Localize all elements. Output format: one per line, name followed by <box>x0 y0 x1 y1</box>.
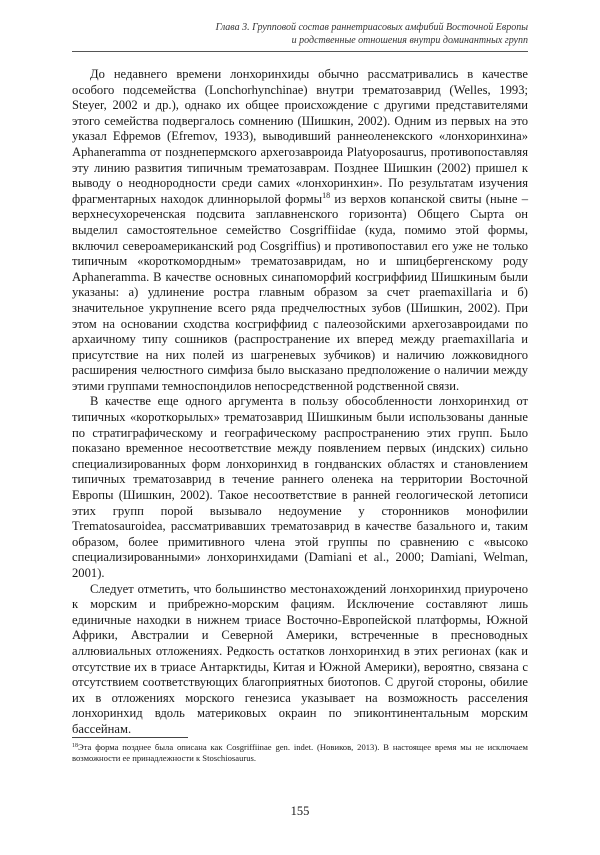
footnote-rule <box>72 737 188 738</box>
paragraph-2: В качестве еще одного аргумента в пользу обособленности лонхоринхид от типичных «короткорылых» трематозаврид Шишкиным были использованы данные по стратиграфическому и географическому распространению этих групп. Было показано временное несоответствие между появлением первых (индских) сильно специализированных форм лонхоринхид в гондванских областях и становлением типичных трематозаврид в течение раннего оленека на территории Восточной Европы (Шишкин, 2002). Такое несоответствие в ранней геологической летописи этих групп порой вызывало недоумение у сторонников монофилии Trematosauroidea, рассматривавших трематозаврид в качестве базального и, таким образом, более примитивного члена этой группы по сравнению с «высоко специализированными» лонхоринхидами (Damiani et al., 2000; Damiani, Welman, 2001). <box>72 394 528 580</box>
page-number: 155 <box>290 804 310 818</box>
running-header-line-2: и родственные отношения внутри доминантных групп <box>291 35 528 46</box>
paragraph-1-text-before-footnote: До недавнего времени лонхоринхиды обычно рассматривались в качестве особого подсемейства (Lonchorhynchinae) внутри трематозаврид (Welles, 1993; Steyer, 2002 и др.), однако их общее происхождение с другими представителями этого семейства подвергалось сомнению (Шишкин, 2002). Одним из первых на это указал Ефремов (Efremov, 1933), выводивший раннеоленекского «лонхоринхина» Aphaneramma от позднепермского архегозавроида Platyoposaurus, противопоставляя эту линию развития типичным трематозаврам. Позднее Шишкин (2002) пришел к выводу о неоднородности среди самих «лонхоринхин». По результатам изучения фрагментарных находок длиннорылой формы <box>72 67 528 206</box>
footnote <box>72 742 528 764</box>
body-text <box>72 67 528 738</box>
paragraph-3: Следует отметить, что большинство местонахождений лонхоринхид приурочено к морским и прибрежно-морским фациям. Исключение составляют лишь единичные находки в нижнем триасе Восточно-Европейской платформы, Южной Африки, Австралии и Северной Америки, встреченные в пресноводных аллювиальных отложениях. Редкость остатков лонхоринхид в этих регионах (как и отсутствие их в триасе Антарктиды, Китая и Южной Америки), вероятно, связана с отсутствием соответствующих благоприятных биотопов. С другой стороны, обилие их в отложениях морского генезиса указывает на возможность расселения лонхоринхид вдоль материковых окраин по эпиконтинентальным морским бассейнам. <box>72 581 528 736</box>
paragraph-1 <box>72 67 528 394</box>
header-rule <box>72 51 528 52</box>
running-header-line-1: Глава 3. Групповой состав раннетриасовых амфибий Восточной Европы <box>215 22 528 33</box>
footnote-marker: 18 <box>72 743 78 749</box>
footnote-text: Эта форма позднее была описана как Cosgriffiinae gen. indet. (Новиков, 2013). В настоящее время мы не исключаем возможности ее принадлежности к Stoschiosaurus. <box>72 742 528 763</box>
footnote-reference: 18 <box>322 190 331 200</box>
paragraph-1-text-after-footnote: из верхов копанской свиты (ныне – верхнесухореченская подсвита заплавненского горизонта) Общего Сырта он выделил самостоятельное семейство Cosgriffiidae (куда, помимо этой формы, включил североамериканский род Cosgriffius) и противопоставил его уже не только типичным «короткомордным» трематозавридам, но и шпицбергенскому роду Aphaneramma. В качестве основных синапоморфий косгриффиид Шишкиным были указаны: а) удлинение ростра главным образом за счет praemaxillaria и б) значительное укрупнение всего ряда предчелюстных зубов (Шишкин, 2002). При этом на основании сходства косгриффиид с палеозойскими архегозавроидами по архаичному типу сошников (распространение их вперед между praemaxillaria и присутствие на них полей из шагреневых зубчиков) и наличию ложковидного расширения челюстного симфиза было высказано предположение о наличии между этими группами темноспондилов непосредственной родственной связи. <box>72 191 528 393</box>
running-header <box>72 21 528 47</box>
